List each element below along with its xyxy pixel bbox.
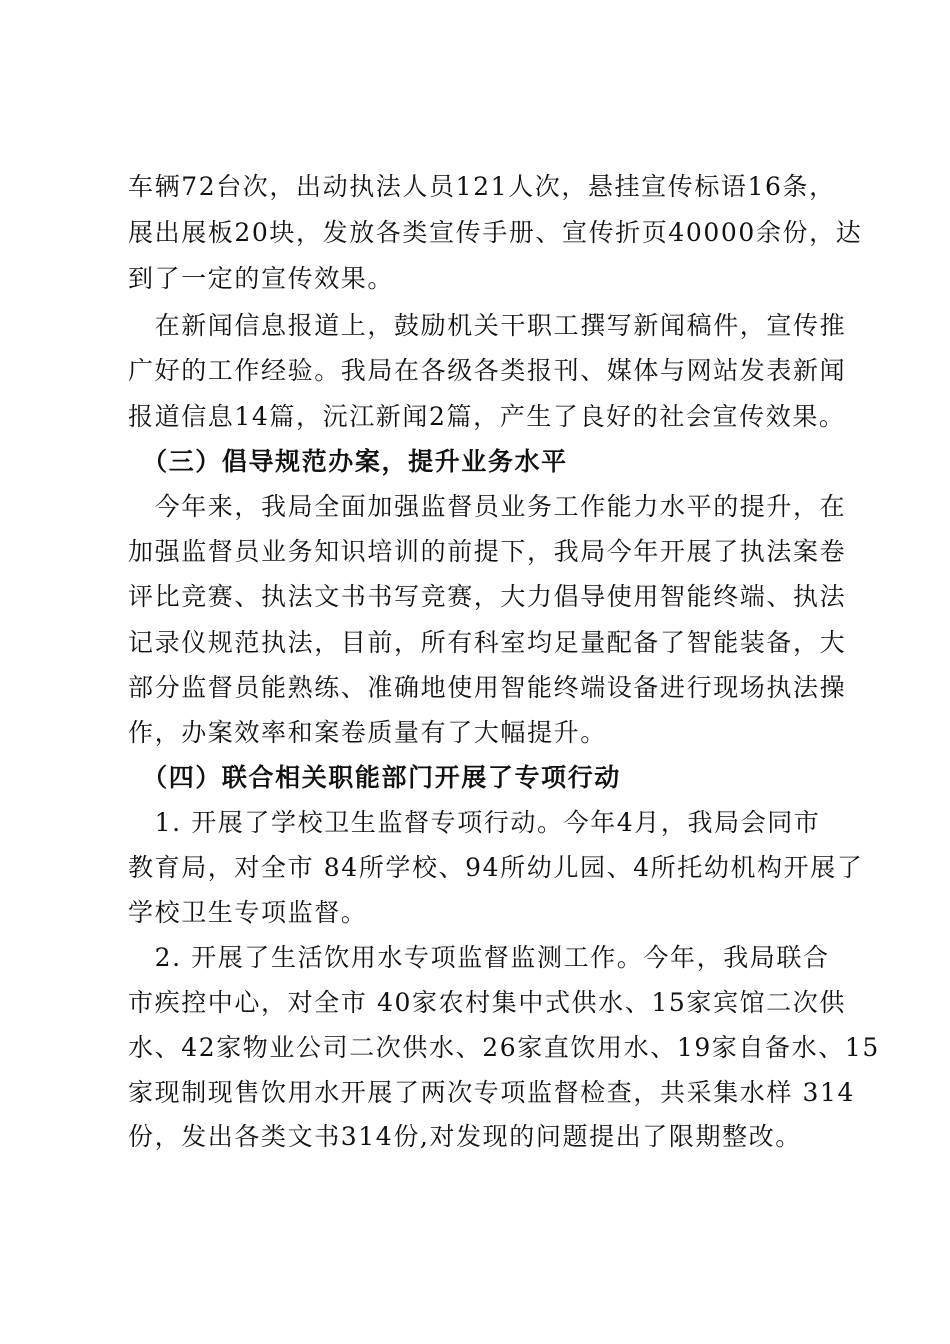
section-heading-4: （四）联合相关职能部门开展了专项行动 — [128, 763, 621, 792]
paragraph-casework-line-6: 作，办案效率和案卷质量有了大幅提升。 — [128, 718, 607, 747]
paragraph-drinking-water-line-3: 水、42家物业公司二次供水、26家直饮用水、19家自备水、15 — [128, 1033, 880, 1062]
paragraph-news-line-1: 在新闻信息报道上，鼓励机关干职工撰写新闻稿件，宣传推 — [128, 311, 847, 340]
section-heading-3: （三）倡导规范办案，提升业务水平 — [128, 447, 568, 476]
paragraph-publicity-line-1: 车辆72台次，出动执法人员121人次，悬挂宣传标语16条， — [128, 172, 836, 201]
paragraph-school-health-line-1: 1. 开展了学校卫生监督专项行动。今年4月，我局会同市 — [128, 808, 821, 837]
paragraph-drinking-water-line-5: 份，发出各类文书314份,对发现的问题提出了限期整改。 — [128, 1122, 802, 1151]
paragraph-casework-line-5: 部分监督员能熟练、准确地使用智能终端设备进行现场执法操 — [128, 673, 847, 702]
paragraph-drinking-water-line-4: 家现制现售饮用水开展了两次专项监督检查，共采集水样 314 — [128, 1078, 856, 1107]
paragraph-drinking-water-line-1: 2. 开展了生活饮用水专项监督监测工作。今年，我局联合 — [128, 943, 830, 972]
paragraph-casework-line-3: 评比竞赛、执法文书书写竞赛，大力倡导使用智能终端、执法 — [128, 582, 847, 611]
paragraph-school-health-line-3: 学校卫生专项监督。 — [128, 898, 368, 927]
paragraph-news-line-2: 广好的工作经验。我局在各级各类报刊、媒体与网站发表新闻 — [128, 356, 847, 385]
paragraph-casework-line-1: 今年来，我局全面加强监督员业务工作能力水平的提升，在 — [128, 492, 847, 521]
paragraph-publicity-line-3: 到了一定的宣传效果。 — [128, 264, 395, 293]
paragraph-news-line-3: 报道信息14篇，沅江新闻2篇，产生了良好的社会宣传效果。 — [128, 402, 846, 431]
paragraph-casework-line-2: 加强监督员业务知识培训的前提下，我局今年开展了执法案卷 — [128, 537, 847, 566]
paragraph-publicity-line-2: 展出展板20块，发放各类宣传手册、宣传折页40000余份，达 — [128, 218, 863, 247]
paragraph-school-health-line-2: 教育局，对全市 84所学校、94所幼儿园、4所托幼机构开展了 — [128, 853, 864, 882]
paragraph-drinking-water-line-2: 市疾控中心，对全市 40家农村集中式供水、15家宾馆二次供 — [128, 988, 846, 1017]
paragraph-casework-line-4: 记录仪规范执法，目前，所有科室均足量配备了智能装备，大 — [128, 628, 847, 657]
